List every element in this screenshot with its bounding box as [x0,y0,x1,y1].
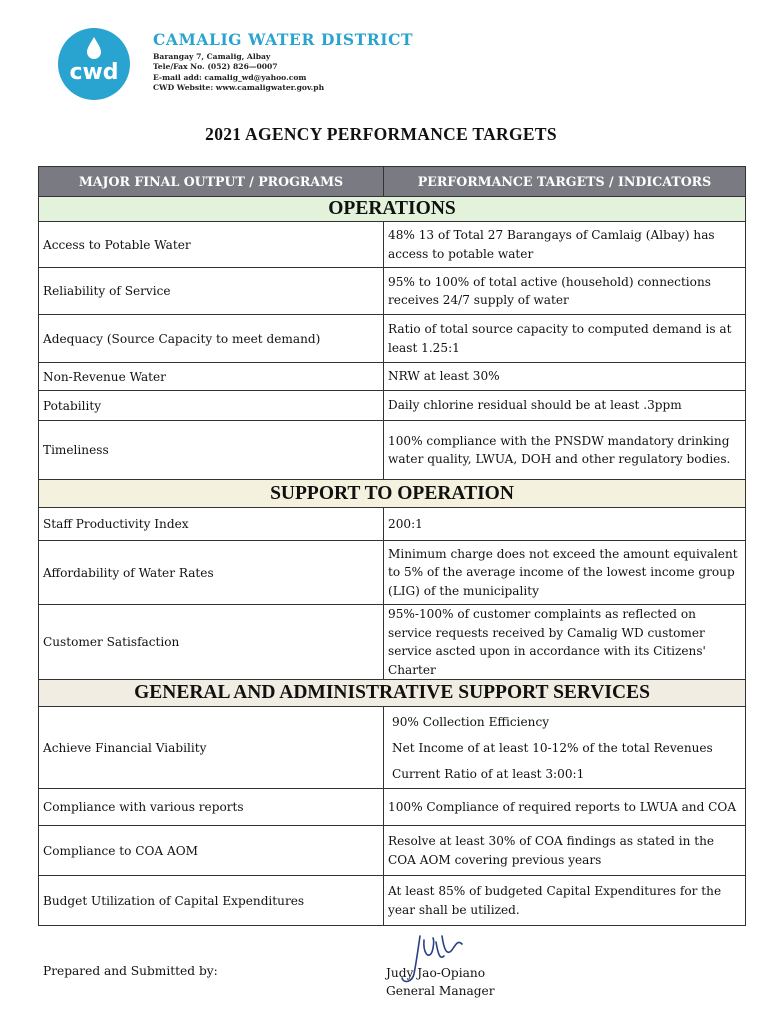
table-row [39,605,746,680]
section-title: GENERAL AND ADMINISTRATIVE SUPPORT SERVICES [39,680,746,707]
target-cell: NRW at least 30% [384,363,746,391]
target-cell: Resolve at least 30% of COA findings as stated in the COA AOM covering previous years [384,826,746,876]
table-row [39,363,746,391]
program-cell: Access to Potable Water [39,222,384,268]
target-cell: Daily chlorine residual should be at least .3ppm [384,391,746,421]
target-cell: Ratio of total source capacity to computed demand is at least 1.25:1 [384,315,746,363]
program-cell: Affordability of Water Rates [39,541,384,605]
table-row [39,826,746,876]
column-header-targets: PERFORMANCE TARGETS / INDICATORS [384,167,746,197]
performance-targets-table [38,166,746,926]
program-cell: Potability [39,391,384,421]
table-row [39,707,746,789]
program-cell: Customer Satisfaction [39,605,384,680]
website-line: CWD Website: www.camaligwater.gov.ph [153,83,325,93]
target-cell: 95% to 100% of total active (household) connections receives 24/7 supply of water [384,268,746,315]
program-cell: Budget Utilization of Capital Expenditures [39,876,384,926]
target-line: 90% Collection Efficiency [392,714,550,729]
address-line: Barangay 7, Camalig, Albay [153,52,271,61]
target-cell: Minimum charge does not exceed the amount equivalent to 5% of the average income of the lowest income group (LIG) of the municipality [384,541,746,605]
table-row [39,268,746,315]
signatory-name: Judy Jao-Opiano [386,966,486,980]
table-row [39,876,746,926]
organization-name: CAMALIG WATER DISTRICT [153,30,414,49]
target-cell: 100% Compliance of required reports to LWUA and COA [384,789,746,826]
water-district-logo [57,27,131,101]
section-row-support-to-operation [39,480,746,508]
prepared-by-label: Prepared and Submitted by: [43,964,218,978]
program-cell: Adequacy (Source Capacity to meet demand) [39,315,384,363]
target-line: Current Ratio of at least 3:00:1 [392,766,585,781]
table-row [39,315,746,363]
target-cell: At least 85% of budgeted Capital Expenditures for the year shall be utilized. [384,876,746,926]
target-cell: 95%-100% of customer complaints as reflected on service requests received by Camalig WD customer service ascted upon in accordance with its Citizens' Charter [384,605,746,680]
signatory-block [386,964,495,1000]
program-cell: Achieve Financial Viability [39,707,384,789]
section-title: SUPPORT TO OPERATION [39,480,746,508]
table-row [39,541,746,605]
logo-text: cwd [69,60,119,85]
target-line: Net Income of at least 10-12% of the total Revenues [392,740,713,755]
table-row [39,789,746,826]
section-title: OPERATIONS [39,197,746,222]
organization-info [153,30,413,94]
table-row [39,391,746,421]
program-cell: Timeliness [39,421,384,480]
program-cell: Reliability of Service [39,268,384,315]
column-header-programs: MAJOR FINAL OUTPUT / PROGRAMS [39,167,384,197]
target-cell: 48% 13 of Total 27 Barangays of Camlaig (Albay) has access to potable water [384,222,746,268]
section-row-operations [39,197,746,222]
program-cell: Staff Productivity Index [39,508,384,541]
table-row [39,421,746,480]
program-cell: Non-Revenue Water [39,363,384,391]
section-row-general-administrative [39,680,746,707]
table-header-row [39,167,746,197]
program-cell: Compliance with various reports [39,789,384,826]
letterhead [57,27,707,102]
document-title: 2021 AGENCY PERFORMANCE TARGETS [205,124,557,144]
telefax-line: Tele/Fax No. (052) 826—0007 [153,62,278,72]
table-row [39,222,746,268]
target-cell-multi [384,707,746,789]
target-cell: 100% compliance with the PNSDW mandatory drinking water quality, LWUA, DOH and other regulatory bodies. [384,421,746,480]
email-line: E-mail add: camalig_wd@yahoo.com [153,72,307,82]
program-cell: Compliance to COA AOM [39,826,384,876]
signatory-title: General Manager [386,984,495,998]
target-cell: 200:1 [384,508,746,541]
table-row [39,508,746,541]
